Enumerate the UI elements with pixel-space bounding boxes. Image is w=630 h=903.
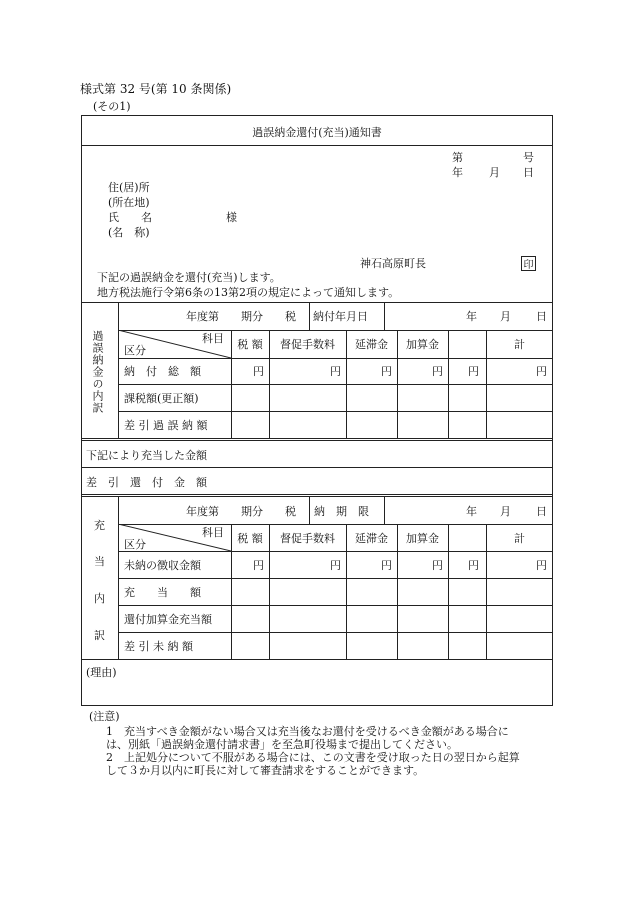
section2-year-row: 年度第 期分 税 xyxy=(186,505,296,518)
section2-col-zeigaku: 税 額 xyxy=(237,532,263,545)
section2-header-line xyxy=(118,551,553,552)
section1-line-a xyxy=(118,384,553,385)
section2-row-sashihiki: 差 引 未 納 額 xyxy=(124,640,193,653)
yen-mark: 円 xyxy=(432,559,443,572)
yen-mark: 円 xyxy=(432,365,443,378)
section1-col-entai: 延滞金 xyxy=(355,338,388,351)
section1-date-nen: 年 xyxy=(466,310,477,323)
section2-date-tsuki: 月 xyxy=(500,505,511,518)
section2-row-kasankin: 還付加算金充当額 xyxy=(124,613,212,626)
note-line-3: 2 上記処分について不服がある場合には、この文書を受け取った日の翌日から起算 xyxy=(106,751,520,764)
address-alt-label: (所在地) xyxy=(108,196,150,209)
section2-side-char-1: 充 xyxy=(94,519,105,532)
section1-side-divider xyxy=(118,302,119,438)
section1-date-label: 納付年月日 xyxy=(313,310,368,323)
yen-mark: 円 xyxy=(253,559,264,572)
section1-date-tsuki: 月 xyxy=(500,310,511,323)
section2-vline-1 xyxy=(231,524,232,659)
date-tsuki: 月 xyxy=(489,166,500,179)
section1-side-label: 過誤納金の内訳 xyxy=(91,330,104,414)
date-hi: 日 xyxy=(523,166,534,179)
section1-line-b xyxy=(118,411,553,412)
section2-col-kasan: 加算金 xyxy=(406,532,439,545)
yen-mark: 円 xyxy=(253,365,264,378)
number-go: 号 xyxy=(523,151,534,164)
section2-due-label: 納 期 限 xyxy=(314,505,369,518)
section2-kamoku: 科目 xyxy=(202,526,224,539)
section2-line-c xyxy=(118,632,553,633)
section2-bottom-line xyxy=(81,659,553,660)
section2-date-hi: 日 xyxy=(536,505,547,518)
section1-row-nofu: 納 付 総 額 xyxy=(124,365,201,378)
yen-mark: 円 xyxy=(381,365,392,378)
form-title: 過誤納金還付(充当)通知書 xyxy=(252,126,382,139)
note-line-4: して３か月以内に町長に対して審査請求をすることができます。 xyxy=(106,764,425,777)
notes-title: (注意) xyxy=(89,710,120,723)
section2-vline-6 xyxy=(486,524,487,659)
notice-line-2: 地方税法施行令第6条の13第2項の規定によって通知します。 xyxy=(97,286,400,299)
title-divider xyxy=(81,145,553,146)
yen-mark: 円 xyxy=(468,559,479,572)
section1-col-tokusoku: 督促手数料 xyxy=(280,338,335,351)
section2-kubun: 区分 xyxy=(124,538,146,551)
section1-year-row: 年度第 期分 税 xyxy=(186,310,296,323)
note-line-2: は、別紙「過誤納金還付請求書」を至急町役場まで提出してください。 xyxy=(106,738,458,751)
form-number: 様式第 32 号(第 10 条関係) xyxy=(80,82,232,96)
address-label: 住(居)所 xyxy=(108,181,150,194)
section2-side-char-3: 内 xyxy=(94,592,105,605)
section1-col-zeigaku: 税 額 xyxy=(237,338,263,351)
section2-col-entai: 延滞金 xyxy=(355,532,388,545)
section2-line-a xyxy=(118,578,553,579)
section1-date-hi: 日 xyxy=(536,310,547,323)
section1-top-line xyxy=(81,302,553,303)
yen-mark: 円 xyxy=(536,559,547,572)
refund-amount-label: 差 引 還 付 金 額 xyxy=(86,476,207,489)
yen-mark: 円 xyxy=(468,365,479,378)
section2-side-char-4: 訳 xyxy=(94,629,105,642)
section1-kamoku: 科目 xyxy=(202,332,224,345)
section1-col-kasan: 加算金 xyxy=(406,338,439,351)
section2-row-mino: 未納の徴収金額 xyxy=(124,559,201,572)
section2-line-b xyxy=(118,605,553,606)
section1-kubun: 区分 xyxy=(124,344,146,357)
yen-mark: 円 xyxy=(381,559,392,572)
date-nen: 年 xyxy=(452,166,463,179)
section2-side-char-2: 当 xyxy=(94,555,105,568)
number-dai: 第 xyxy=(452,151,463,164)
section1-date-divider-a xyxy=(309,302,310,330)
yen-mark: 円 xyxy=(330,559,341,572)
section2-col-tokusoku: 督促手数料 xyxy=(280,532,335,545)
note-line-1: 1 充当すべき金額がない場合又は充当後なお還付を受けるべき金額がある場合に xyxy=(106,725,509,738)
section1-bottom-line xyxy=(81,438,553,441)
refund-line xyxy=(81,494,553,497)
section1-col-kei: 計 xyxy=(514,338,525,351)
section2-due-divider-a xyxy=(309,496,310,524)
section2-vline-3 xyxy=(346,524,347,659)
section2-due-divider-b xyxy=(384,496,385,524)
seal-icon: 印 xyxy=(521,256,536,271)
yen-mark: 円 xyxy=(330,365,341,378)
issuer-name: 神石高原町長 xyxy=(360,257,426,270)
name-alt-label: (名 称) xyxy=(108,226,150,239)
section2-vline-5 xyxy=(448,524,449,659)
section2-date-nen: 年 xyxy=(466,505,477,518)
juto-amount-label: 下記により充当した金額 xyxy=(86,449,207,462)
section2-vline-4 xyxy=(397,524,398,659)
section1-date-divider-b xyxy=(384,302,385,330)
name-honorific: 様 xyxy=(226,211,237,224)
juto-line xyxy=(81,467,553,468)
notice-line-1: 下記の過誤納金を還付(充当)します。 xyxy=(97,271,281,284)
section1-row-kazei: 課税額(更正額) xyxy=(124,392,199,405)
section1-row-sashihiki: 差 引 過 誤 納 額 xyxy=(124,419,208,432)
section2-col-kei: 計 xyxy=(514,532,525,545)
form-subtitle: (その1) xyxy=(93,100,131,113)
section2-vline-2 xyxy=(269,524,270,659)
yen-mark: 円 xyxy=(536,365,547,378)
section1-header-line xyxy=(118,358,553,359)
name-label: 氏 名 xyxy=(108,211,152,224)
section2-row-juto: 充 当 額 xyxy=(124,586,201,599)
reason-label: (理由) xyxy=(86,666,117,679)
